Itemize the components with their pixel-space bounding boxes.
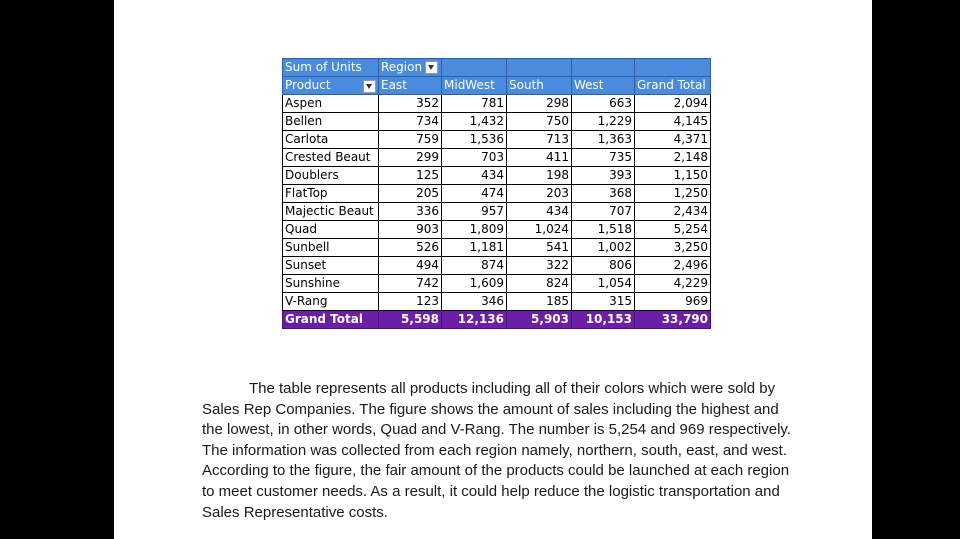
table-row <box>283 203 711 221</box>
value-cell: 781 <box>442 95 507 113</box>
value-cell: 2,434 <box>635 203 711 221</box>
row-label-cell: Quad <box>283 221 379 239</box>
column-header: MidWest <box>442 77 507 95</box>
column-header: West <box>572 77 635 95</box>
value-cell: 874 <box>442 257 507 275</box>
value-cell: 1,150 <box>635 167 711 185</box>
value-cell: 2,148 <box>635 149 711 167</box>
value-cell: 203 <box>507 185 572 203</box>
row-label-cell: Crested Beaut <box>283 149 379 167</box>
value-cell: 1,809 <box>442 221 507 239</box>
table-row <box>283 293 711 311</box>
table-row <box>283 95 711 113</box>
column-header: Product <box>285 78 331 92</box>
table-row <box>283 185 711 203</box>
table-row <box>283 113 711 131</box>
value-cell: 1,054 <box>572 275 635 293</box>
row-label-cell: Sunshine <box>283 275 379 293</box>
row-label-cell: Aspen <box>283 95 379 113</box>
row-label-cell: Doublers <box>283 167 379 185</box>
region-filter[interactable] <box>379 59 442 77</box>
value-cell: 1,432 <box>442 113 507 131</box>
value-cell: 205 <box>379 185 442 203</box>
row-label-cell: Sunbell <box>283 239 379 257</box>
value-cell: 12,136 <box>442 311 507 329</box>
row-label-cell: Sunset <box>283 257 379 275</box>
value-cell: 434 <box>442 167 507 185</box>
product-filter[interactable] <box>283 77 379 95</box>
value-cell: 4,229 <box>635 275 711 293</box>
header-blank-cell <box>635 59 711 77</box>
value-cell: 2,496 <box>635 257 711 275</box>
value-cell: 125 <box>379 167 442 185</box>
value-cell: 5,598 <box>379 311 442 329</box>
value-cell: 315 <box>572 293 635 311</box>
value-cell: 198 <box>507 167 572 185</box>
value-cell: 903 <box>379 221 442 239</box>
value-cell: 1,181 <box>442 239 507 257</box>
table-row <box>283 257 711 275</box>
value-cell: 750 <box>507 113 572 131</box>
value-cell: 1,229 <box>572 113 635 131</box>
value-cell: 1,518 <box>572 221 635 239</box>
row-label-cell: Grand Total <box>283 311 379 329</box>
value-cell: 541 <box>507 239 572 257</box>
header-blank-cell <box>572 59 635 77</box>
pivot-header-row-1 <box>283 59 711 77</box>
row-label-cell: Majectic Beaut <box>283 203 379 221</box>
product-dropdown-icon[interactable] <box>363 80 376 93</box>
row-label-cell: Bellen <box>283 113 379 131</box>
table-row <box>283 275 711 293</box>
value-cell: 1,609 <box>442 275 507 293</box>
grand-total-row <box>283 311 711 329</box>
value-cell: 1,250 <box>635 185 711 203</box>
pivot-table <box>282 58 711 329</box>
value-cell: 1,363 <box>572 131 635 149</box>
value-cell: 352 <box>379 95 442 113</box>
value-cell: 806 <box>572 257 635 275</box>
document-page <box>114 0 872 539</box>
column-header: East <box>379 77 442 95</box>
value-cell: 123 <box>379 293 442 311</box>
value-cell: 4,145 <box>635 113 711 131</box>
table-row <box>283 167 711 185</box>
value-cell: 299 <box>379 149 442 167</box>
region-label: Region <box>381 60 423 74</box>
description-paragraph: The table represents all products including all of their colors which were sold by Sales Rep Companies. The figure shows the amount of sales including the highest and the lowest, in other words, Quad and V-Rang. The number is 5,254 and 969 respectively. The information was collected from each region namely, northern, south, east, and west. According to the figure, the fair amount of the products could be launched at each region to meet customer needs. As a result, it could help reduce the logistic transportation and Sales Representative costs. <box>202 380 791 521</box>
value-cell: 1,002 <box>572 239 635 257</box>
value-cell: 10,153 <box>572 311 635 329</box>
value-cell: 713 <box>507 131 572 149</box>
value-cell: 411 <box>507 149 572 167</box>
value-cell: 957 <box>442 203 507 221</box>
header-blank-cell <box>507 59 572 77</box>
value-cell: 969 <box>635 293 711 311</box>
value-cell: 185 <box>507 293 572 311</box>
value-cell: 368 <box>572 185 635 203</box>
region-dropdown-icon[interactable] <box>425 61 438 74</box>
pivot-header-row-2 <box>283 77 711 95</box>
table-row <box>283 131 711 149</box>
value-cell: 322 <box>507 257 572 275</box>
value-cell: 298 <box>507 95 572 113</box>
value-cell: 759 <box>379 131 442 149</box>
value-cell: 434 <box>507 203 572 221</box>
value-cell: 33,790 <box>635 311 711 329</box>
value-cell: 4,371 <box>635 131 711 149</box>
value-cell: 1,536 <box>442 131 507 149</box>
sum-of-units-label: Sum of Units <box>283 59 379 77</box>
value-cell: 707 <box>572 203 635 221</box>
value-cell: 824 <box>507 275 572 293</box>
value-cell: 494 <box>379 257 442 275</box>
table-row <box>283 149 711 167</box>
value-cell: 703 <box>442 149 507 167</box>
header-blank-cell <box>442 59 507 77</box>
row-label-cell: V-Rang <box>283 293 379 311</box>
value-cell: 336 <box>379 203 442 221</box>
value-cell: 393 <box>572 167 635 185</box>
row-label-cell: FlatTop <box>283 185 379 203</box>
value-cell: 1,024 <box>507 221 572 239</box>
value-cell: 5,903 <box>507 311 572 329</box>
value-cell: 526 <box>379 239 442 257</box>
column-header: South <box>507 77 572 95</box>
value-cell: 663 <box>572 95 635 113</box>
row-label-cell: Carlota <box>283 131 379 149</box>
value-cell: 2,094 <box>635 95 711 113</box>
table-row <box>283 221 711 239</box>
table-row <box>283 239 711 257</box>
value-cell: 5,254 <box>635 221 711 239</box>
value-cell: 474 <box>442 185 507 203</box>
value-cell: 346 <box>442 293 507 311</box>
column-header: Grand Total <box>635 77 711 95</box>
value-cell: 735 <box>572 149 635 167</box>
value-cell: 742 <box>379 275 442 293</box>
value-cell: 734 <box>379 113 442 131</box>
value-cell: 3,250 <box>635 239 711 257</box>
